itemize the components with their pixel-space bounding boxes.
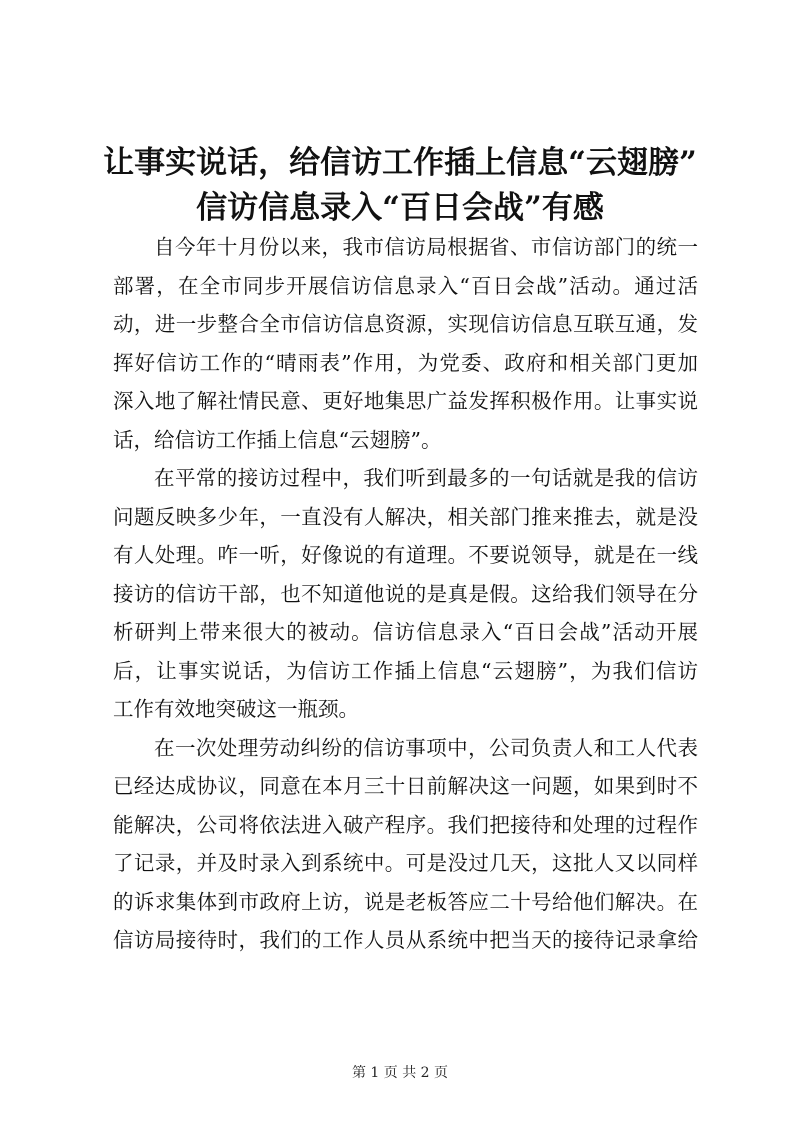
paragraph-line: 接访的信访干部，也不知道他说的是真是假。这给我们领导在分 (113, 581, 698, 606)
paragraph-line: 在平常的接访过程中，我们听到最多的一句话就是我的信访 (154, 466, 698, 490)
paragraph-line: 的诉求集体到市政府上访，说是老板答应二十号给他们解决。在 (113, 889, 698, 914)
paragraph-line: 挥好信访工作的“晴雨表”作用，为党委、政府和相关部门更加 (113, 350, 698, 375)
paragraph-line: 问题反映多少年，一直没有人解决，相关部门推来推去，就是没 (113, 504, 698, 529)
paragraph-line: 动，进一步整合全市信访信息资源，实现信访信息互联互通，发 (113, 312, 698, 336)
document-body (113, 228, 698, 960)
paragraph-line: 自今年十月份以来，我市信访局根据省、市信访部门的统一 (154, 235, 698, 259)
paragraph-line: 能解决，公司将依法进入破产程序。我们把接待和处理的过程作 (113, 812, 698, 837)
paragraph-line: 话，给信访工作插上信息“云翅膀”。 (113, 427, 442, 452)
page-footer: 第 1 页 共 2 页 (351, 1065, 449, 1081)
paragraph-line: 部署，在全市同步开展信访信息录入“百日会战”活动。通过活 (113, 273, 698, 298)
paragraph (113, 459, 698, 729)
paragraph-line: 工作有效地突破这一瓶颈。 (113, 697, 359, 721)
paragraph-line: 有人处理。咋一听，好像说的有道理。不要说领导，就是在一线 (113, 543, 698, 567)
paragraph-line: 后，让事实说话，为信访工作插上信息“云翅膀”，为我们信访 (113, 658, 698, 683)
paragraph (113, 228, 698, 459)
paragraph-line: 析研判上带来很大的被动。信访信息录入“百日会战”活动开展 (113, 620, 698, 644)
document-title-line-1: 让事实说话，给信访工作插上信息“云翅膀” (103, 145, 697, 181)
paragraph-line: 深入地了解社情民意、更好地集思广益发挥积极作用。让事实说 (113, 389, 698, 413)
document-title-line-2: 信访信息录入“百日会战”有感 (196, 190, 604, 226)
paragraph (113, 729, 698, 960)
paragraph-line: 在一次处理劳动纠纷的信访事项中，公司负责人和工人代表 (154, 735, 698, 760)
paragraph-line: 已经达成协议，同意在本月三十日前解决这一问题，如果到时不 (113, 774, 698, 798)
paragraph-line: 了记录，并及时录入到系统中。可是没过几天，这批人又以同样 (113, 851, 698, 875)
paragraph-line: 信访局接待时，我们的工作人员从系统中把当天的接待记录拿给 (113, 928, 698, 952)
